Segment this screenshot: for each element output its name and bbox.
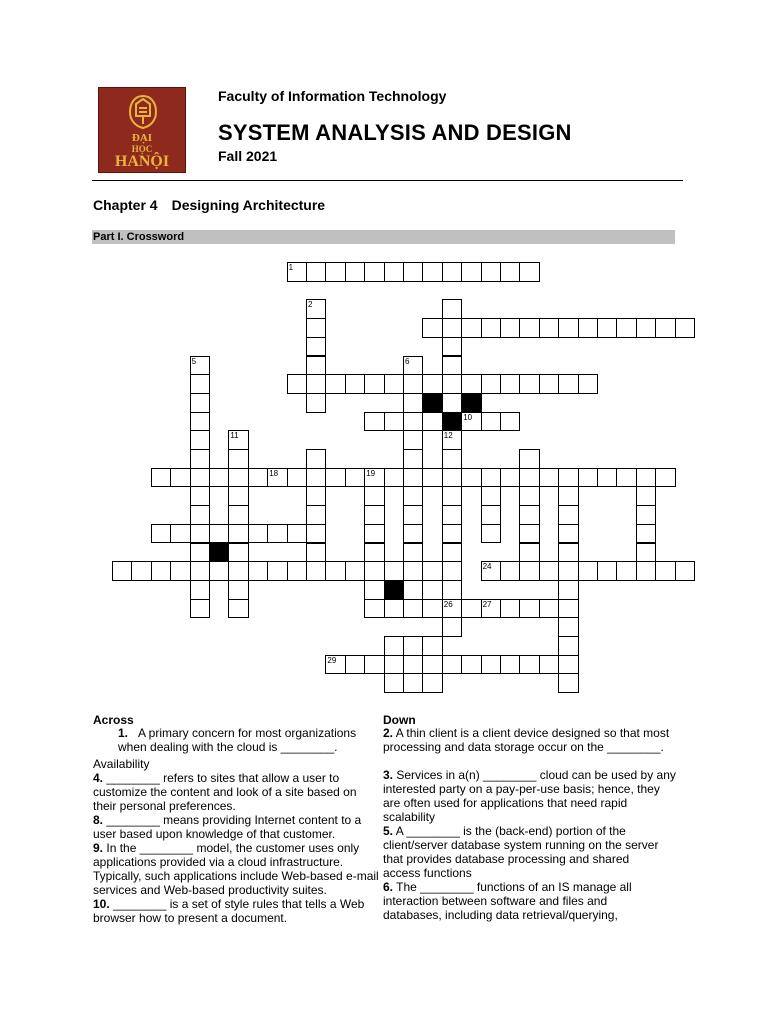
crossword-cell[interactable] (306, 486, 326, 506)
crossword-cell[interactable] (190, 356, 210, 376)
crossword-cell[interactable] (422, 318, 442, 338)
crossword-cell[interactable] (306, 356, 326, 376)
black-cell (422, 393, 442, 413)
crossword-cell[interactable] (519, 524, 539, 544)
down-clue-3 (383, 769, 680, 825)
crossword-cell[interactable] (403, 486, 423, 506)
crossword-cell[interactable] (306, 524, 326, 544)
crossword-cell[interactable] (325, 468, 345, 488)
crossword-cell[interactable] (384, 636, 404, 656)
crossword-cell[interactable] (442, 393, 462, 413)
black-cell (209, 543, 229, 563)
crossword-cell[interactable] (325, 262, 345, 282)
crossword-cell[interactable] (616, 561, 636, 581)
crossword-cell[interactable] (403, 599, 423, 619)
crossword-cell[interactable] (190, 486, 210, 506)
crossword-cell[interactable] (422, 412, 442, 432)
crossword-cell[interactable] (403, 505, 423, 525)
clue-text: ________ refers to sites that allow a user to customize the content and look of a site based on their personal preferences. (93, 771, 357, 813)
crossword-cell[interactable] (228, 505, 248, 525)
crossword-cell[interactable] (228, 543, 248, 563)
clue-text: ________ means providing Internet content to a user based upon knowledge of that customer. (93, 813, 362, 841)
clue-number-label: 6 (405, 356, 410, 366)
down-clue-2 (383, 727, 678, 755)
part-label: Part I. Crossword (93, 231, 185, 243)
down-heading: Down (383, 713, 416, 727)
crossword-cell[interactable] (558, 486, 578, 506)
crossword-cell[interactable] (442, 580, 462, 600)
crossword-cell[interactable] (345, 468, 365, 488)
document-title: SYSTEM ANALYSIS AND DESIGN (218, 120, 572, 145)
crossword-cell[interactable] (558, 655, 578, 675)
clue-number-label: 5 (191, 356, 197, 366)
crossword-cell[interactable] (675, 318, 695, 338)
crossword-cell[interactable] (325, 561, 345, 581)
crossword-cell[interactable] (228, 430, 248, 450)
clue-number-label: 12 (443, 431, 453, 441)
across-clue-8 (93, 814, 383, 842)
logo-text-1: ĐẠI (131, 132, 153, 144)
crossword-cell[interactable] (306, 561, 326, 581)
crossword-cell[interactable] (190, 543, 210, 563)
crossword-cell[interactable] (325, 655, 345, 675)
crossword-cell[interactable] (519, 599, 539, 619)
crossword-cell[interactable] (403, 655, 423, 675)
crossword-cell[interactable] (267, 524, 287, 544)
black-cell (461, 393, 481, 413)
crossword-cell[interactable] (170, 561, 190, 581)
crossword-cell[interactable] (190, 599, 210, 619)
crossword-cell[interactable] (597, 318, 617, 338)
crossword-cell[interactable] (306, 393, 326, 413)
black-cell (442, 412, 462, 432)
crossword-cell[interactable] (655, 318, 675, 338)
crossword-cell[interactable] (384, 468, 404, 488)
clue-text: A primary concern for most organizations when dealing with the cloud is ________. (118, 726, 357, 754)
crossword-cell[interactable] (442, 505, 462, 525)
crossword-cell[interactable] (403, 430, 423, 450)
crossword-cell[interactable] (364, 262, 384, 282)
crossword-cell[interactable] (306, 468, 326, 488)
crossword-cell[interactable] (481, 318, 501, 338)
crossword-cell[interactable] (519, 543, 539, 563)
crossword-cell[interactable] (364, 655, 384, 675)
crossword-cell[interactable] (384, 262, 404, 282)
clue-number-label: 10 (463, 412, 473, 422)
crossword-cell[interactable] (558, 617, 578, 637)
crossword-cell[interactable] (558, 543, 578, 563)
clue-number: 5. (383, 824, 394, 838)
logo-text-2: HỌC (131, 144, 153, 154)
crossword-cell[interactable] (481, 486, 501, 506)
crossword-cell[interactable] (228, 561, 248, 581)
clue-number: 9. (93, 841, 104, 855)
crossword-cell[interactable] (578, 374, 598, 394)
crossword-cell[interactable] (558, 561, 578, 581)
crossword-cell[interactable] (306, 299, 326, 319)
crossword-cell[interactable] (306, 318, 326, 338)
crossword-cell[interactable] (461, 412, 481, 432)
crossword-cell[interactable] (461, 318, 481, 338)
clue-number-label: 19 (366, 468, 376, 478)
clue-text: The ________ functions of an IS manage all interaction between software and files and databases, including data retrieval/querying, (383, 880, 632, 922)
crossword-cell[interactable] (539, 655, 559, 675)
crossword-cell[interactable] (442, 561, 462, 581)
crossword-cell[interactable] (403, 636, 423, 656)
clue-text: In the ________ model, the customer uses only applications provided via a cloud infrastructure. Typically, such applications include Web-based e-mail services and Web-based productivity suites. (93, 841, 379, 897)
clue-number-label: 18 (269, 468, 279, 478)
crossword-cell[interactable] (364, 599, 384, 619)
crossword-cell[interactable] (442, 449, 462, 469)
crossword-cell[interactable] (345, 561, 365, 581)
clue-number: 4. (93, 771, 104, 785)
clue-number-label: 2 (308, 300, 313, 310)
crossword-cell[interactable] (442, 599, 462, 619)
crossword-cell[interactable] (519, 374, 539, 394)
crossword-cell[interactable] (578, 318, 598, 338)
crossword-cell[interactable] (500, 599, 520, 619)
clue-text: Services in a(n) ________ cloud can be used by any interested party on a pay-per-use basis; hence, they are often used for applications that need rapid scalability (383, 768, 676, 824)
crossword-cell[interactable] (539, 468, 559, 488)
crossword-cell[interactable] (481, 468, 501, 488)
crossword-cell[interactable] (519, 561, 539, 581)
crossword-cell[interactable] (422, 673, 442, 693)
crossword-cell[interactable] (500, 412, 520, 432)
crossword-cell[interactable] (306, 543, 326, 563)
crossword-cell[interactable] (500, 262, 520, 282)
crossword-cell[interactable] (422, 374, 442, 394)
crossword-cell[interactable] (228, 449, 248, 469)
crossword-cell[interactable] (442, 299, 462, 319)
crossword-cell[interactable] (558, 468, 578, 488)
crossword-cell[interactable] (578, 468, 598, 488)
crossword-cell[interactable] (151, 524, 171, 544)
crossword-cell[interactable] (558, 524, 578, 544)
crossword-cell[interactable] (403, 524, 423, 544)
crossword-cell[interactable] (131, 561, 151, 581)
crossword-cell[interactable] (422, 561, 442, 581)
crossword-cell[interactable] (442, 318, 462, 338)
crossword-cell[interactable] (616, 318, 636, 338)
down-clue-5 (383, 825, 668, 881)
crossword-cell[interactable] (345, 262, 365, 282)
crossword-cell[interactable] (209, 561, 229, 581)
crossword-cell[interactable] (306, 449, 326, 469)
crossword-cell[interactable] (500, 318, 520, 338)
crossword-cell[interactable] (364, 374, 384, 394)
crossword-cell[interactable] (500, 374, 520, 394)
crossword-cell[interactable] (403, 580, 423, 600)
crossword-cell[interactable] (364, 468, 384, 488)
crossword-cell[interactable] (461, 468, 481, 488)
logo-text-3: HANỘI (114, 153, 170, 170)
crossword-cell[interactable] (461, 374, 481, 394)
crossword-cell[interactable] (500, 561, 520, 581)
crossword-cell[interactable] (345, 374, 365, 394)
crossword-cell[interactable] (442, 337, 462, 357)
crossword-cell[interactable] (558, 673, 578, 693)
crossword-cell[interactable] (558, 599, 578, 619)
crossword-cell[interactable] (655, 468, 675, 488)
crossword-cell[interactable] (519, 262, 539, 282)
across-clue-9 (93, 842, 383, 898)
clue-number: 2. (383, 726, 394, 740)
crossword-cell[interactable] (248, 561, 268, 581)
crossword-cell[interactable] (500, 468, 520, 488)
crossword-cell[interactable] (539, 374, 559, 394)
chapter-number: Chapter 4 (93, 197, 158, 213)
crossword-cell[interactable] (267, 468, 287, 488)
crossword-cell[interactable] (364, 486, 384, 506)
crossword-cell[interactable] (306, 262, 326, 282)
crossword-cell[interactable] (655, 561, 675, 581)
term-label: Fall 2021 (218, 148, 278, 164)
crossword-cell[interactable] (539, 561, 559, 581)
crossword-cell[interactable] (422, 599, 442, 619)
crossword-cell[interactable] (190, 374, 210, 394)
crossword-cell[interactable] (636, 561, 656, 581)
crossword-cell[interactable] (403, 374, 423, 394)
crossword-cell[interactable] (636, 524, 656, 544)
crossword-cell[interactable] (403, 412, 423, 432)
crossword-cell[interactable] (384, 412, 404, 432)
crossword-cell[interactable] (442, 524, 462, 544)
crossword-cell[interactable] (325, 374, 345, 394)
clue-number-label: 24 (482, 562, 492, 572)
crossword-cell[interactable] (442, 262, 462, 282)
clue-number: 3. (383, 768, 394, 782)
crossword-cell[interactable] (442, 374, 462, 394)
crossword-cell[interactable] (151, 561, 171, 581)
crossword-cell[interactable] (345, 655, 365, 675)
crossword-cell[interactable] (190, 412, 210, 432)
clue-number-label: 26 (443, 599, 453, 609)
crossword-cell[interactable] (558, 580, 578, 600)
across-clue-4 (93, 772, 378, 814)
crossword-cell[interactable] (597, 468, 617, 488)
crossword-cell[interactable] (267, 561, 287, 581)
across-clue-10 (93, 898, 378, 926)
crossword-cell[interactable] (558, 318, 578, 338)
crossword-cell[interactable] (442, 486, 462, 506)
crossword-cell[interactable] (364, 524, 384, 544)
crossword-cell[interactable] (481, 524, 501, 544)
crossword-cell[interactable] (442, 543, 462, 563)
crossword-cell[interactable] (519, 318, 539, 338)
crossword-cell[interactable] (403, 468, 423, 488)
clue-text: ________ is a set of style rules that tells a Web browser how to present a document. (93, 897, 365, 925)
crossword-cell[interactable] (112, 561, 132, 581)
black-cell (384, 580, 404, 600)
crossword-cell[interactable] (287, 468, 307, 488)
crossword-cell[interactable] (403, 449, 423, 469)
faculty-name: Faculty of Information Technology (218, 88, 447, 104)
crossword-cell[interactable] (364, 412, 384, 432)
crossword-cell[interactable] (190, 505, 210, 525)
crossword-cell[interactable] (442, 655, 462, 675)
crossword-cell[interactable] (481, 655, 501, 675)
crossword-cell[interactable] (190, 468, 210, 488)
crossword-cell[interactable] (190, 449, 210, 469)
crossword-cell[interactable] (228, 599, 248, 619)
crossword-cell[interactable] (190, 430, 210, 450)
clue-number-label: 11 (230, 431, 239, 441)
crossword-cell[interactable] (403, 393, 423, 413)
crossword-cell[interactable] (616, 468, 636, 488)
crossword-cell[interactable] (190, 524, 210, 544)
crossword-cell[interactable] (481, 599, 501, 619)
crossword-cell[interactable] (481, 561, 501, 581)
answer-text: Availability (93, 757, 150, 771)
crossword-cell[interactable] (636, 468, 656, 488)
chapter-title: Designing Architecture (171, 197, 326, 213)
crossword-cell[interactable] (481, 262, 501, 282)
crossword-cell[interactable] (442, 617, 462, 637)
crossword-cell[interactable] (519, 468, 539, 488)
crossword-cell[interactable] (364, 580, 384, 600)
crossword-cell[interactable] (558, 505, 578, 525)
crossword-cell[interactable] (364, 505, 384, 525)
crossword-cell[interactable] (461, 599, 481, 619)
crossword-cell[interactable] (403, 561, 423, 581)
crossword-cell[interactable] (422, 262, 442, 282)
crossword-cell[interactable] (442, 468, 462, 488)
crossword-cell[interactable] (287, 374, 307, 394)
crossword-cell[interactable] (539, 599, 559, 619)
crossword-cell[interactable] (306, 505, 326, 525)
crossword-cell[interactable] (403, 673, 423, 693)
crossword-cell[interactable] (228, 524, 248, 544)
crossword-cell[interactable] (287, 262, 307, 282)
crossword-cell[interactable] (481, 505, 501, 525)
crossword-cell[interactable] (500, 655, 520, 675)
crossword-cell[interactable] (384, 374, 404, 394)
crossword-cell[interactable] (597, 561, 617, 581)
crossword-cell[interactable] (364, 561, 384, 581)
clue-text: A thin client is a client device designed so that most processing and data storage occur on the ________. (383, 726, 670, 754)
clue-number-label: 29 (327, 655, 337, 665)
crossword-cell[interactable] (539, 318, 559, 338)
crossword-cell[interactable] (578, 561, 598, 581)
crossword-cell[interactable] (248, 524, 268, 544)
clue-number: 8. (93, 813, 104, 827)
crossword-cell[interactable] (461, 655, 481, 675)
crossword-cell[interactable] (228, 486, 248, 506)
across-heading: Across (93, 713, 134, 727)
crossword-cell[interactable] (287, 524, 307, 544)
crossword-cell[interactable] (384, 561, 404, 581)
crossword-cell[interactable] (364, 543, 384, 563)
clue-number-label: 27 (482, 599, 492, 609)
crossword-cell[interactable] (519, 486, 539, 506)
crossword-cell[interactable] (558, 374, 578, 394)
crossword-cell[interactable] (636, 505, 656, 525)
crossword-cell[interactable] (519, 505, 539, 525)
clue-number-label: 1 (288, 263, 294, 272)
crossword-cell[interactable] (190, 393, 210, 413)
clue-number: 10. (93, 897, 110, 911)
crossword-cell[interactable] (481, 412, 501, 432)
crossword-cell[interactable] (170, 468, 190, 488)
crossword-cell[interactable] (422, 468, 442, 488)
crossword-cell[interactable] (384, 599, 404, 619)
crossword-cell[interactable] (403, 543, 423, 563)
crossword-cell[interactable] (170, 524, 190, 544)
crossword-cell[interactable] (442, 356, 462, 376)
crossword-cell[interactable] (190, 561, 210, 581)
crossword-cell[interactable] (151, 468, 171, 488)
crossword-cell[interactable] (190, 580, 210, 600)
crossword-cell[interactable] (306, 374, 326, 394)
crossword-cell[interactable] (636, 318, 656, 338)
crossword-cell[interactable] (519, 655, 539, 675)
crossword-cell[interactable] (636, 543, 656, 563)
clue-text: A ________ is the (back-end) portion of the client/server database system running on the server that provides database processing and shared access functions (383, 824, 659, 880)
clue-number: 6. (383, 880, 394, 894)
crossword-cell[interactable] (403, 262, 423, 282)
crossword-cell[interactable] (228, 580, 248, 600)
crossword-cell[interactable] (209, 468, 229, 488)
crossword-cell[interactable] (209, 524, 229, 544)
clue-number: 1. (118, 726, 129, 740)
crossword-cell[interactable] (287, 561, 307, 581)
crossword-cell[interactable] (519, 449, 539, 469)
across-clue-1 (118, 727, 376, 755)
across-answer-1 (93, 758, 373, 772)
crossword-cell[interactable] (248, 468, 268, 488)
crossword-cell[interactable] (461, 262, 481, 282)
crossword-cell[interactable] (636, 486, 656, 506)
crossword-cell[interactable] (403, 356, 423, 376)
down-clue-6 (383, 881, 668, 923)
crossword-cell[interactable] (481, 374, 501, 394)
crossword-cell[interactable] (228, 468, 248, 488)
crossword-cell[interactable] (675, 561, 695, 581)
crossword-cell[interactable] (306, 337, 326, 357)
crossword-cell[interactable] (422, 636, 442, 656)
crossword-cell[interactable] (422, 655, 442, 675)
crossword-cell[interactable] (384, 655, 404, 675)
crossword-cell[interactable] (558, 636, 578, 656)
crossword-cell[interactable] (384, 673, 404, 693)
crossword-cell[interactable] (442, 430, 462, 450)
